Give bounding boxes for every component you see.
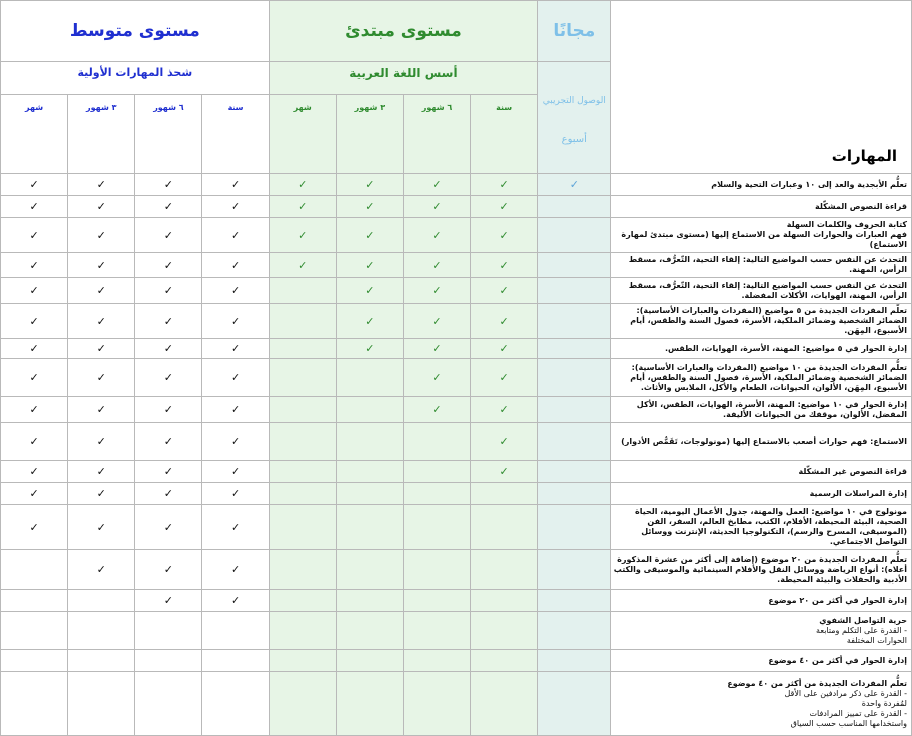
free-empty-cell bbox=[538, 672, 611, 736]
skill-text: التحدث عن النفس حسب المواضيع التالية: إلقاء التحية، التّعرُّف، مسقط الرأس، المهنة. bbox=[628, 255, 907, 274]
skill-cell bbox=[611, 505, 912, 550]
beginner-check-mark: ✓ bbox=[403, 397, 470, 423]
free-level-title: مجانًا bbox=[538, 1, 611, 62]
skill-note: لمُفردة واحدة bbox=[861, 698, 907, 708]
beginner-duration-year: سنة bbox=[471, 95, 538, 174]
beginner-empty-cell bbox=[269, 505, 336, 550]
free-empty-cell bbox=[538, 218, 611, 253]
beginner-empty-cell bbox=[269, 650, 336, 672]
skill-cell bbox=[611, 590, 912, 612]
intermediate-check-mark: ✓ bbox=[68, 339, 135, 359]
intermediate-check-mark: ✓ bbox=[135, 278, 202, 304]
free-check-mark: ✓ bbox=[538, 174, 611, 196]
intermediate-check-mark: ✓ bbox=[68, 550, 135, 590]
intermediate-check-mark: ✓ bbox=[1, 174, 68, 196]
intermediate-check-mark: ✓ bbox=[202, 483, 269, 505]
skill-note: - القدرة على تمييز المرادفات bbox=[809, 708, 907, 718]
beginner-empty-cell bbox=[403, 590, 470, 612]
beginner-empty-cell bbox=[269, 590, 336, 612]
free-empty-cell bbox=[538, 423, 611, 461]
intermediate-check-mark: ✓ bbox=[68, 278, 135, 304]
beginner-check-mark: ✓ bbox=[403, 253, 470, 278]
beginner-check-mark: ✓ bbox=[471, 461, 538, 483]
intermediate-check-mark: ✓ bbox=[1, 278, 68, 304]
table-row bbox=[1, 174, 912, 196]
intermediate-check-mark: ✓ bbox=[68, 397, 135, 423]
intermediate-check-mark: ✓ bbox=[1, 218, 68, 253]
intermediate-check-mark: ✓ bbox=[135, 461, 202, 483]
free-empty-cell bbox=[538, 397, 611, 423]
skill-text: تعلُّم المفردات الجديدة من أكثر من ٤٠ موضوع bbox=[727, 678, 907, 688]
intermediate-empty-cell bbox=[68, 650, 135, 672]
skill-text: إدارة الحوار في ٥ مواضيع: المهنة، الأسرة، الهوايات، الطقس. bbox=[664, 343, 907, 353]
beginner-check-mark: ✓ bbox=[269, 174, 336, 196]
table-row bbox=[1, 196, 912, 218]
table-row bbox=[1, 278, 912, 304]
skill-text: تعلُّم المفردات الجديدة من ١٠ مواضيع (المفردات والعبارات الأساسية): الضمائر الشخصية وضمائر الملكية، الأسرة، فصول السنة والطقس، أيام الأسبوع، المِهَن، الألوان، الحيوانات، الطعام والأكل، الملابس والأثاث. bbox=[630, 362, 907, 392]
beginner-check-mark: ✓ bbox=[336, 218, 403, 253]
skill-text: قراءة النصوص المشكّلة bbox=[814, 201, 907, 211]
beginner-check-mark: ✓ bbox=[269, 196, 336, 218]
beginner-empty-cell bbox=[336, 359, 403, 397]
intermediate-check-mark: ✓ bbox=[135, 423, 202, 461]
skill-text: قراءة النصوص غير المشكّلة bbox=[798, 466, 907, 476]
skills-header: المهارات bbox=[611, 1, 912, 174]
intermediate-check-mark: ✓ bbox=[202, 278, 269, 304]
beginner-empty-cell bbox=[269, 423, 336, 461]
beginner-check-mark: ✓ bbox=[471, 339, 538, 359]
free-empty-cell bbox=[538, 461, 611, 483]
intermediate-check-mark: ✓ bbox=[202, 461, 269, 483]
intermediate-check-mark: ✓ bbox=[202, 218, 269, 253]
beginner-empty-cell bbox=[269, 339, 336, 359]
beginner-empty-cell bbox=[336, 505, 403, 550]
intermediate-check-mark: ✓ bbox=[135, 397, 202, 423]
beginner-empty-cell bbox=[336, 461, 403, 483]
skill-text: إدارة الحوار في ١٠ مواضيع: المهنة، الأسرة، الهوايات، الطقس، الأكل المفضل، الألوان، موقفك من الحيوانات الأليفة. bbox=[636, 399, 907, 419]
intermediate-empty-cell bbox=[135, 612, 202, 650]
beginner-check-mark: ✓ bbox=[403, 218, 470, 253]
intermediate-check-mark: ✓ bbox=[202, 505, 269, 550]
beginner-empty-cell bbox=[269, 359, 336, 397]
intermediate-check-mark: ✓ bbox=[1, 359, 68, 397]
skill-cell bbox=[611, 550, 912, 590]
skill-text: إدارة الحوار في أكثر من ٢٠ موضوع bbox=[768, 595, 907, 605]
beginner-empty-cell bbox=[269, 278, 336, 304]
intermediate-check-mark: ✓ bbox=[1, 253, 68, 278]
beginner-empty-cell bbox=[403, 483, 470, 505]
skill-text: مونولوج في ١٠ مواضيع: العمل والمهنة، جدول الأعمال اليومية، الحياة الصحية، البيئة المحيطة، الأفلام، الكتب، مطابخ العالم، السفر، الفن (الموسيقى، المسرح والرسم)، التكنولوجيا الحديثة، الإنترنت ووسائل التواصل الاجتماعي. bbox=[634, 507, 907, 546]
beginner-empty-cell bbox=[269, 550, 336, 590]
table-row bbox=[1, 461, 912, 483]
skill-note: واستخدامها المناسب حسب السياق bbox=[790, 718, 907, 728]
beginner-empty-cell bbox=[403, 505, 470, 550]
beginner-check-mark: ✓ bbox=[471, 174, 538, 196]
skill-text: إدارة الحوار في أكثر من ٤٠ موضوع bbox=[768, 655, 907, 665]
beginner-empty-cell bbox=[336, 650, 403, 672]
table-row bbox=[1, 423, 912, 461]
skill-text: تعلُّم المفردات الجديدة من ٢٠ موضوع (إضافة إلى أكثر من عشرة المذكورة أعلاه): أنواع الرياضة ووسائل النقل والأفلام السينمائية والموسيقى والكتب الأدبية والحفلات والبيئة المحيطة. bbox=[613, 554, 907, 584]
intermediate-check-mark: ✓ bbox=[1, 397, 68, 423]
skill-cell bbox=[611, 359, 912, 397]
intermediate-check-mark: ✓ bbox=[202, 423, 269, 461]
free-empty-cell bbox=[538, 505, 611, 550]
beginner-check-mark: ✓ bbox=[471, 304, 538, 339]
skill-cell bbox=[611, 672, 912, 736]
intermediate-empty-cell bbox=[202, 672, 269, 736]
intermediate-empty-cell bbox=[68, 612, 135, 650]
skill-cell bbox=[611, 339, 912, 359]
skill-text: إدارة المراسلات الرسمية bbox=[809, 488, 907, 498]
intermediate-empty-cell bbox=[202, 650, 269, 672]
free-empty-cell bbox=[538, 278, 611, 304]
intermediate-check-mark: ✓ bbox=[202, 550, 269, 590]
free-empty-cell bbox=[538, 253, 611, 278]
skill-note: الحوارات المختلفة bbox=[846, 635, 907, 645]
intermediate-check-mark: ✓ bbox=[68, 359, 135, 397]
beginner-empty-cell bbox=[471, 650, 538, 672]
beginner-duration-6-months: ٦ شهور bbox=[403, 95, 470, 174]
table-row bbox=[1, 483, 912, 505]
skill-cell bbox=[611, 650, 912, 672]
intermediate-empty-cell bbox=[135, 672, 202, 736]
intermediate-check-mark: ✓ bbox=[135, 590, 202, 612]
intermediate-check-mark: ✓ bbox=[68, 505, 135, 550]
beginner-empty-cell bbox=[471, 550, 538, 590]
table-row bbox=[1, 218, 912, 253]
beginner-check-mark: ✓ bbox=[269, 218, 336, 253]
beginner-empty-cell bbox=[403, 461, 470, 483]
intermediate-check-mark: ✓ bbox=[135, 339, 202, 359]
beginner-check-mark: ✓ bbox=[336, 196, 403, 218]
intermediate-check-mark: ✓ bbox=[68, 423, 135, 461]
intermediate-duration-6-months: ٦ شهور bbox=[135, 95, 202, 174]
table-row bbox=[1, 304, 912, 339]
beginner-check-mark: ✓ bbox=[471, 397, 538, 423]
intermediate-check-mark: ✓ bbox=[1, 483, 68, 505]
skill-cell bbox=[611, 218, 912, 253]
beginner-empty-cell bbox=[471, 483, 538, 505]
skill-text: تعلُّم المفردات الجديدة من ٥ مواضيع (المفردات والعبارات الأساسية): الضمائر الشخصية وضمائر الملكية، الأسرة، فصول السنة والطقس، أيام الأسبوع، المِهَن. bbox=[630, 306, 907, 335]
intermediate-level-title: مستوى متوسط bbox=[1, 1, 270, 62]
intermediate-duration-3-months: ٣ شهور bbox=[68, 95, 135, 174]
beginner-check-mark: ✓ bbox=[336, 253, 403, 278]
intermediate-check-mark: ✓ bbox=[202, 196, 269, 218]
skill-text: التحدث عن النفس حسب المواضيع التالية: إلقاء التحية، التّعرُّف، مسقط الرأس، المهنة، الهوايات، الأكلات المفضلة. bbox=[628, 280, 907, 300]
skill-note: - القدرة على ذكر مرادفين على الأقل bbox=[784, 688, 907, 698]
beginner-empty-cell bbox=[471, 672, 538, 736]
beginner-empty-cell bbox=[269, 612, 336, 650]
beginner-empty-cell bbox=[336, 397, 403, 423]
beginner-empty-cell bbox=[403, 672, 470, 736]
intermediate-duration-month: شهر bbox=[1, 95, 68, 174]
beginner-empty-cell bbox=[471, 505, 538, 550]
intermediate-check-mark: ✓ bbox=[68, 174, 135, 196]
beginner-empty-cell bbox=[336, 483, 403, 505]
beginner-check-mark: ✓ bbox=[403, 174, 470, 196]
beginner-check-mark: ✓ bbox=[403, 196, 470, 218]
beginner-check-mark: ✓ bbox=[336, 339, 403, 359]
beginner-empty-cell bbox=[269, 483, 336, 505]
beginner-empty-cell bbox=[471, 612, 538, 650]
intermediate-empty-cell bbox=[202, 612, 269, 650]
intermediate-check-mark: ✓ bbox=[68, 196, 135, 218]
intermediate-check-mark: ✓ bbox=[202, 359, 269, 397]
table-row bbox=[1, 612, 912, 650]
beginner-check-mark: ✓ bbox=[471, 253, 538, 278]
intermediate-empty-cell bbox=[1, 672, 68, 736]
free-empty-cell bbox=[538, 650, 611, 672]
beginner-check-mark: ✓ bbox=[471, 196, 538, 218]
intermediate-check-mark: ✓ bbox=[135, 218, 202, 253]
skill-cell bbox=[611, 278, 912, 304]
skill-text: الاستماع: فهم حوارات أصعب بالاستماع إليها (مونولوجات، تَقَمُّص الأدوار) bbox=[621, 436, 907, 446]
intermediate-check-mark: ✓ bbox=[202, 253, 269, 278]
table-row bbox=[1, 650, 912, 672]
skill-cell bbox=[611, 461, 912, 483]
beginner-check-mark: ✓ bbox=[403, 278, 470, 304]
beginner-check-mark: ✓ bbox=[336, 278, 403, 304]
intermediate-check-mark: ✓ bbox=[68, 483, 135, 505]
free-empty-cell bbox=[538, 612, 611, 650]
skill-cell bbox=[611, 483, 912, 505]
beginner-empty-cell bbox=[403, 650, 470, 672]
intermediate-check-mark: ✓ bbox=[202, 590, 269, 612]
intermediate-empty-cell bbox=[68, 672, 135, 736]
skill-text: حرية التواصل الشفوي bbox=[819, 615, 907, 625]
intermediate-check-mark: ✓ bbox=[135, 483, 202, 505]
skill-cell bbox=[611, 423, 912, 461]
free-empty-cell bbox=[538, 483, 611, 505]
intermediate-check-mark: ✓ bbox=[68, 461, 135, 483]
intermediate-check-mark: ✓ bbox=[135, 174, 202, 196]
beginner-check-mark: ✓ bbox=[471, 359, 538, 397]
intermediate-check-mark: ✓ bbox=[135, 253, 202, 278]
skill-cell bbox=[611, 253, 912, 278]
intermediate-check-mark: ✓ bbox=[1, 505, 68, 550]
beginner-check-mark: ✓ bbox=[403, 359, 470, 397]
table-row bbox=[1, 550, 912, 590]
beginner-empty-cell bbox=[269, 397, 336, 423]
intermediate-duration-year: سنة bbox=[202, 95, 269, 174]
beginner-empty-cell bbox=[269, 672, 336, 736]
skill-text: كتابة الحروف والكلمات السهلة فهم العبارات والحوارات السهلة من الاستماع إليها (مستوى مبتدئ لمهارة الاستماع) bbox=[621, 220, 907, 249]
intermediate-check-mark: ✓ bbox=[135, 550, 202, 590]
beginner-check-mark: ✓ bbox=[403, 304, 470, 339]
intermediate-empty-cell bbox=[135, 650, 202, 672]
intermediate-check-mark: ✓ bbox=[68, 253, 135, 278]
beginner-empty-cell bbox=[403, 612, 470, 650]
free-empty-cell bbox=[538, 359, 611, 397]
intermediate-check-mark: ✓ bbox=[1, 304, 68, 339]
intermediate-check-mark: ✓ bbox=[202, 304, 269, 339]
intermediate-check-mark: ✓ bbox=[1, 196, 68, 218]
intermediate-check-mark: ✓ bbox=[135, 304, 202, 339]
intermediate-check-mark: ✓ bbox=[135, 505, 202, 550]
beginner-check-mark: ✓ bbox=[403, 339, 470, 359]
free-empty-cell bbox=[538, 590, 611, 612]
skill-cell bbox=[611, 196, 912, 218]
free-empty-cell bbox=[538, 196, 611, 218]
beginner-empty-cell bbox=[336, 612, 403, 650]
free-empty-cell bbox=[538, 339, 611, 359]
intermediate-check-mark: ✓ bbox=[1, 423, 68, 461]
free-trial-label: الوصول التجريبي bbox=[542, 96, 606, 106]
skill-cell bbox=[611, 304, 912, 339]
intermediate-level-subtitle: شحذ المهارات الأولية bbox=[1, 62, 270, 95]
skill-cell bbox=[611, 612, 912, 650]
intermediate-check-mark: ✓ bbox=[68, 304, 135, 339]
beginner-check-mark: ✓ bbox=[471, 218, 538, 253]
skill-cell bbox=[611, 174, 912, 196]
skill-note: - القدرة على التكلم ومتابعة bbox=[816, 625, 907, 635]
beginner-empty-cell bbox=[336, 672, 403, 736]
table-row bbox=[1, 672, 912, 736]
free-duration-label: أسبوع bbox=[561, 134, 587, 145]
intermediate-check-mark: ✓ bbox=[68, 218, 135, 253]
intermediate-empty-cell bbox=[68, 590, 135, 612]
beginner-empty-cell bbox=[403, 423, 470, 461]
beginner-check-mark: ✓ bbox=[471, 423, 538, 461]
intermediate-check-mark: ✓ bbox=[202, 397, 269, 423]
beginner-empty-cell bbox=[269, 304, 336, 339]
table-row bbox=[1, 339, 912, 359]
beginner-check-mark: ✓ bbox=[471, 278, 538, 304]
intermediate-empty-cell bbox=[1, 650, 68, 672]
beginner-level-subtitle: أسس اللغة العربية bbox=[269, 62, 538, 95]
intermediate-check-mark: ✓ bbox=[202, 339, 269, 359]
table-row bbox=[1, 590, 912, 612]
free-level-subheader bbox=[538, 62, 611, 174]
intermediate-check-mark: ✓ bbox=[135, 359, 202, 397]
beginner-level-title: مستوى مبتدئ bbox=[269, 1, 538, 62]
beginner-empty-cell bbox=[336, 550, 403, 590]
beginner-duration-3-months: ٣ شهور bbox=[336, 95, 403, 174]
intermediate-empty-cell bbox=[1, 550, 68, 590]
beginner-empty-cell bbox=[403, 550, 470, 590]
table-row bbox=[1, 359, 912, 397]
beginner-check-mark: ✓ bbox=[269, 253, 336, 278]
table-row bbox=[1, 253, 912, 278]
intermediate-empty-cell bbox=[1, 612, 68, 650]
beginner-duration-month: شهر bbox=[269, 95, 336, 174]
free-empty-cell bbox=[538, 550, 611, 590]
intermediate-check-mark: ✓ bbox=[1, 339, 68, 359]
intermediate-check-mark: ✓ bbox=[135, 196, 202, 218]
beginner-empty-cell bbox=[336, 423, 403, 461]
beginner-empty-cell bbox=[336, 590, 403, 612]
skill-text: تعلُّم الأبجدية والعد إلى ١٠ وعبارات التحية والسلام bbox=[711, 179, 907, 189]
beginner-empty-cell bbox=[269, 461, 336, 483]
intermediate-check-mark: ✓ bbox=[1, 461, 68, 483]
beginner-check-mark: ✓ bbox=[336, 174, 403, 196]
free-empty-cell bbox=[538, 304, 611, 339]
skills-body bbox=[1, 174, 912, 736]
beginner-empty-cell bbox=[471, 590, 538, 612]
intermediate-check-mark: ✓ bbox=[202, 174, 269, 196]
table-row bbox=[1, 397, 912, 423]
intermediate-empty-cell bbox=[1, 590, 68, 612]
table-row bbox=[1, 505, 912, 550]
beginner-check-mark: ✓ bbox=[336, 304, 403, 339]
skill-cell bbox=[611, 397, 912, 423]
